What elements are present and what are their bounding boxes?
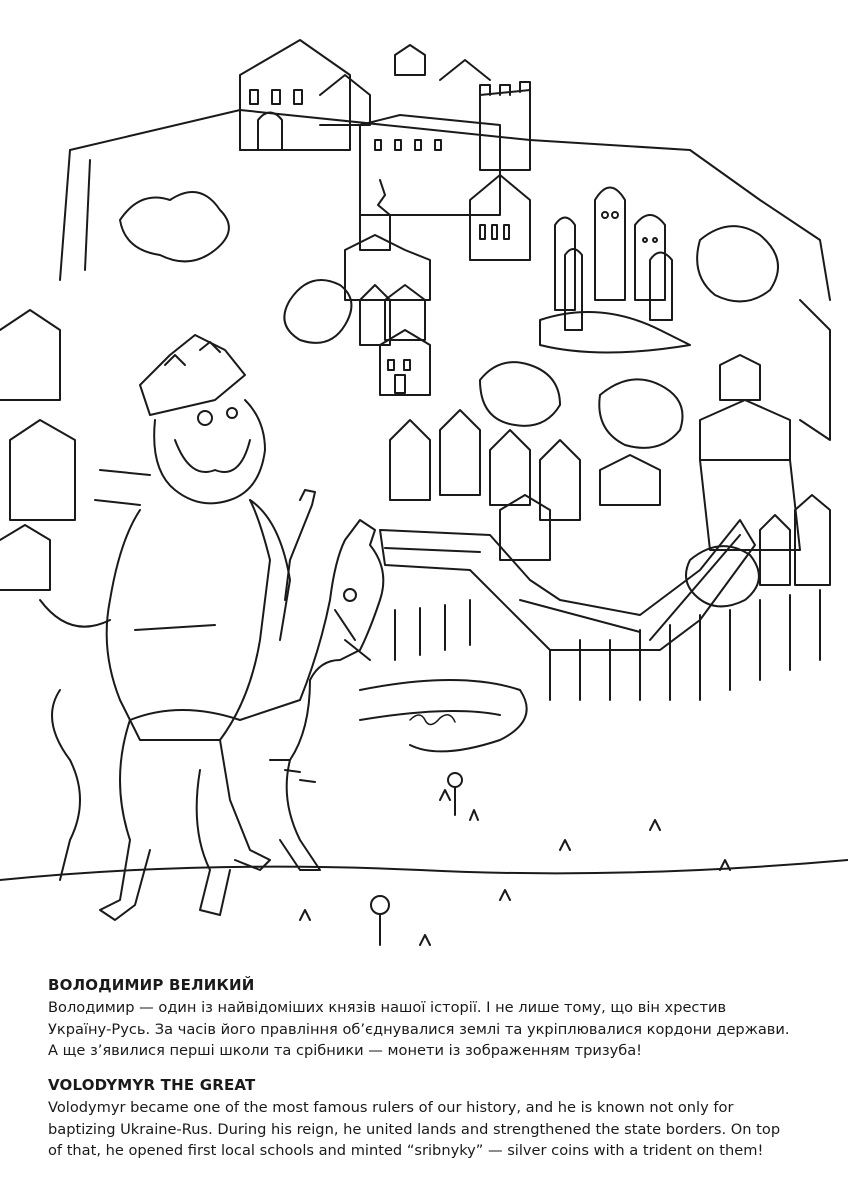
fortress-back-wall [60,110,830,300]
ukrainian-caption [48,975,818,1062]
village-houses [0,310,830,590]
ukrainian-line-3: А ще з’явилися перші школи та срібники — монети із зображенням тризуба! [48,1042,643,1059]
palisade [395,590,820,700]
english-line-3: of that, he opened first local schools and minted “sribnyky” — silver coins with a trident on them! [48,1142,764,1159]
ukrainian-line-1: Володимир — один із найвідоміших князів нашої історії. І не лише тому, що він хрестив [48,999,727,1016]
ukrainian-line-2: Україну-Русь. За часів його правління об’єднувалися землі та укріплювалися кордони держави. [48,1020,790,1038]
english-line-2: baptizing Ukraine-Rus. During his reign, he united lands and strengthened the state borders. On top [48,1120,781,1138]
artist-signature [410,715,455,725]
idols [540,188,690,353]
trees [120,192,778,606]
castle [240,40,530,260]
rider-volodymyr [107,335,315,870]
english-caption [48,1075,818,1162]
church [345,180,430,395]
english-heading: VOLODYMYR THE GREAT [48,1076,256,1094]
english-line-1: Volodymyr became one of the most famous rulers of our history, and he is known not only for [48,1099,734,1116]
ukrainian-heading: ВОЛОДИМИР ВЕЛИКИЙ [48,976,255,994]
horse [52,520,383,920]
fortress-front-wall [95,300,830,650]
